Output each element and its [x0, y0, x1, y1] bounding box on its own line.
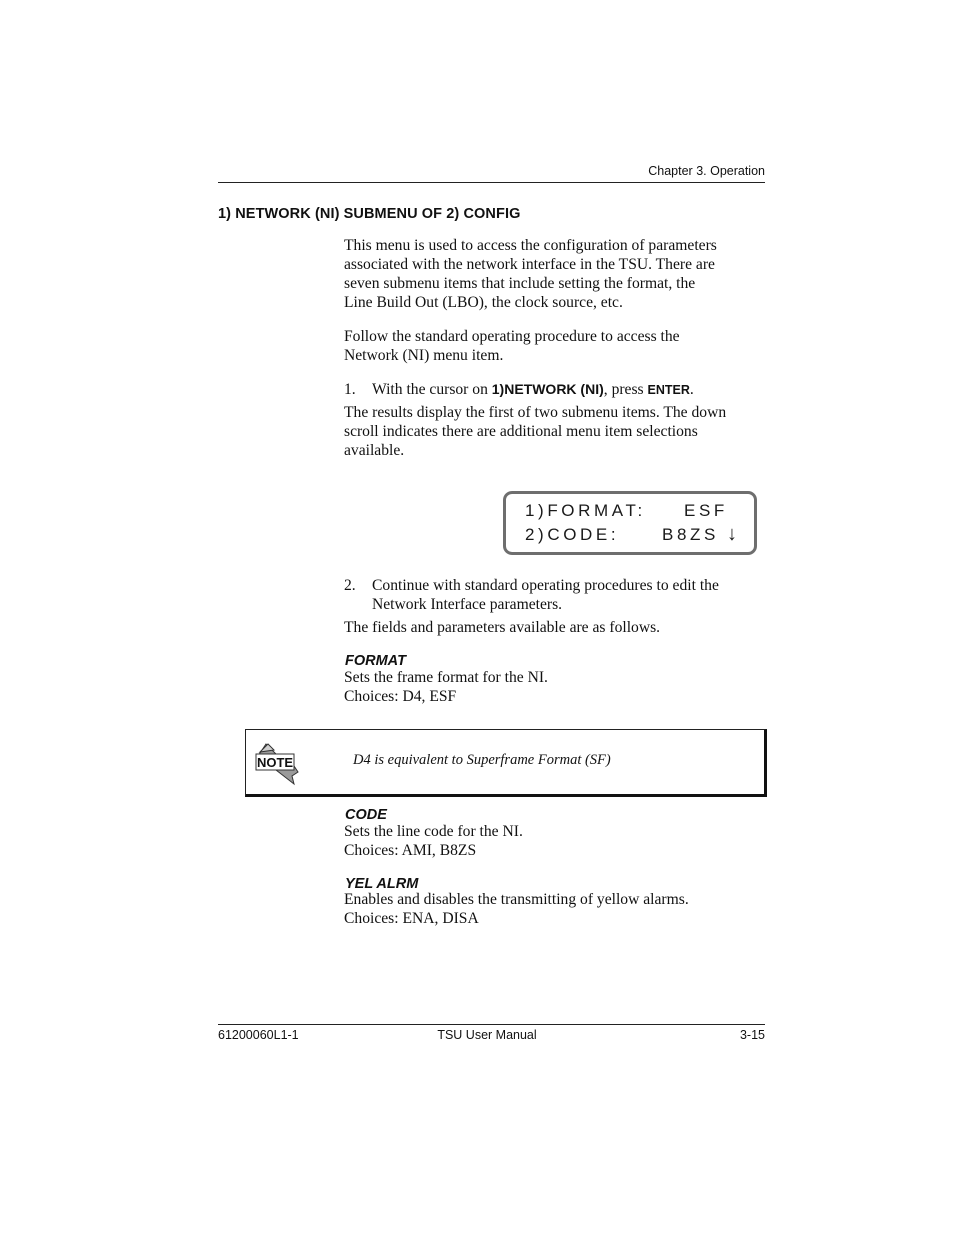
footer-doc-number: 61200060L1-1 — [218, 1028, 299, 1042]
param-yel-alrm — [344, 890, 768, 928]
step-1-prefix: With the cursor on — [372, 381, 492, 398]
menu-item-network: 1)NETWORK (NI) — [491, 381, 604, 397]
down-arrow-icon: ↓ — [727, 523, 737, 545]
intro-paragraph — [344, 236, 768, 312]
lcd-line-1-value: ESF — [684, 501, 728, 520]
param-description: Sets the line code for the NI. — [344, 823, 523, 840]
procedure-line: Network (NI) menu item. — [344, 347, 504, 364]
note-icon — [254, 742, 302, 788]
header-rule — [218, 182, 765, 183]
section-title: 1) NETWORK (NI) SUBMENU OF 2) CONFIG — [218, 206, 521, 222]
step-1-text — [372, 380, 768, 400]
step-2 — [344, 576, 768, 614]
step-1-suffix: . — [689, 381, 694, 398]
param-code — [344, 822, 768, 860]
param-description: Sets the frame format for the NI. — [344, 669, 548, 686]
enter-key: ENTER — [647, 383, 690, 397]
note-box — [245, 729, 767, 797]
lcd-line-1-label: 1)FORMAT: — [525, 501, 646, 520]
results-line: available. — [344, 442, 405, 459]
intro-line: This menu is used to access the configuration of parameters — [344, 237, 717, 254]
step-1 — [344, 380, 768, 400]
chapter-header: Chapter 3. Operation — [648, 164, 765, 178]
intro-line: seven submenu items that include setting the format, the — [344, 275, 696, 292]
param-format — [344, 668, 768, 706]
param-choices: Choices: ENA, DISA — [344, 910, 479, 927]
param-title-format: FORMAT — [345, 653, 406, 669]
lcd-line-2-label: 2)CODE: — [525, 525, 620, 544]
step-number: 1. — [344, 381, 356, 398]
step-number: 2. — [344, 577, 356, 594]
note-icon-label: NOTE — [256, 755, 294, 770]
param-choices: Choices: AMI, B8ZS — [344, 842, 477, 859]
footer-rule — [218, 1024, 765, 1025]
fields-intro: The fields and parameters available are as follows. — [344, 619, 661, 636]
note-text: D4 is equivalent to Superframe Format (SF) — [353, 752, 611, 768]
footer-manual-title: TSU User Manual — [437, 1028, 537, 1042]
step-1-middle: , press — [603, 381, 648, 398]
step-2-text — [372, 576, 768, 614]
results-line: scroll indicates there are additional menu item selections — [344, 423, 698, 440]
results-paragraph — [344, 403, 768, 460]
intro-line: associated with the network interface in the TSU. There are — [344, 256, 715, 273]
lcd-line-2-value: B8ZS — [662, 525, 719, 544]
param-title-code: CODE — [345, 807, 387, 823]
lcd-display — [503, 491, 757, 555]
intro-line: Line Build Out (LBO), the clock source, etc. — [344, 294, 623, 311]
step-2-line: Continue with standard operating procedures to edit the — [372, 577, 719, 594]
footer-page-number: 3-15 — [739, 1028, 765, 1042]
results-line: The results display the first of two submenu items. The down — [344, 404, 727, 421]
param-description: Enables and disables the transmitting of yellow alarms. — [344, 891, 689, 908]
procedure-paragraph — [344, 327, 768, 365]
procedure-line: Follow the standard operating procedure to access the — [344, 328, 680, 345]
param-choices: Choices: D4, ESF — [344, 688, 457, 705]
step-2-line: Network Interface parameters. — [372, 596, 563, 613]
param-title-yel-alrm: YEL ALRM — [345, 876, 419, 892]
